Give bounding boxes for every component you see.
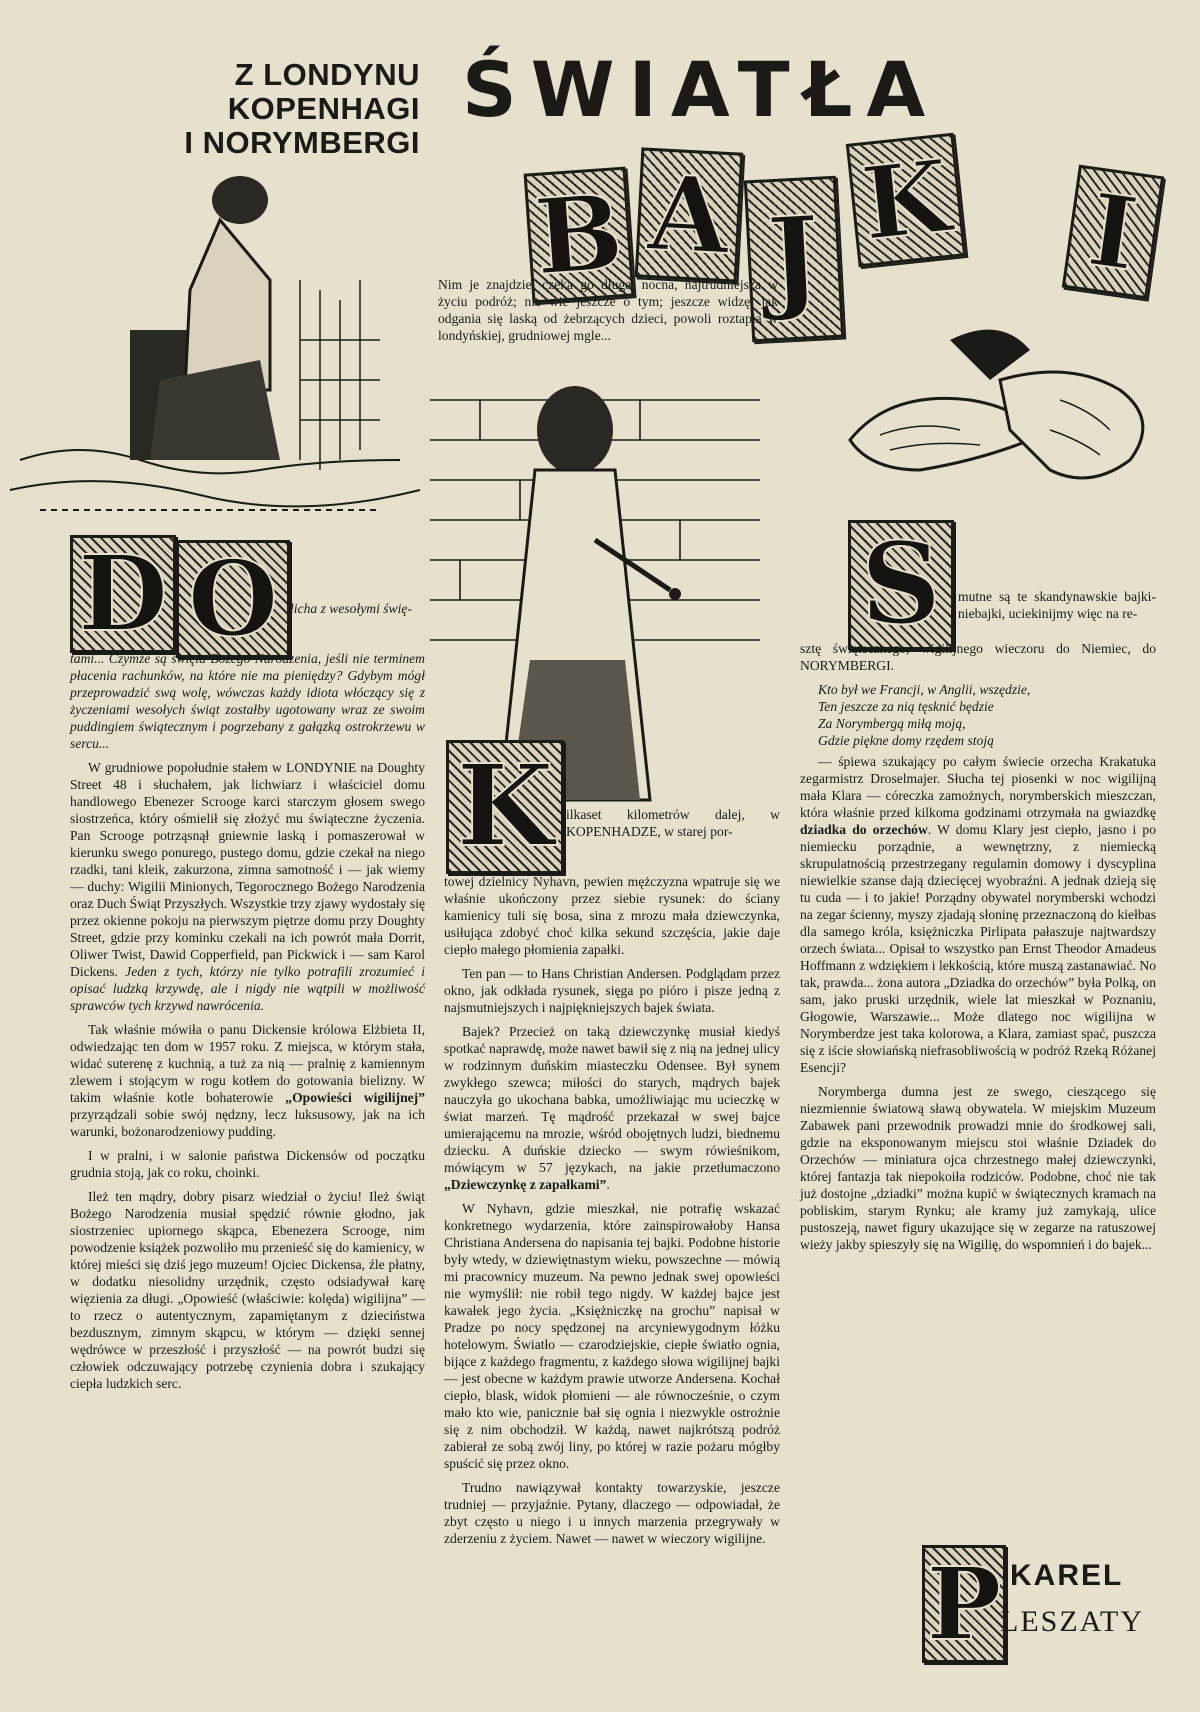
column-2 bbox=[444, 873, 780, 1554]
title-letter-i: I bbox=[1062, 165, 1164, 300]
title-letter-b: B bbox=[524, 167, 635, 304]
col2-lead-start: ilkaset kilometrów dalej, w KOPENHADZE, w starej por- bbox=[566, 807, 780, 839]
title-letter-j: J bbox=[744, 176, 844, 343]
col1-paragraph-1: W grudniowe popołudnie stałem w LONDYNIE na Doughty Street 48 i słuchałem, jak lichwiarz i właściciel domu handlowego Ebenezer Scrooge karci starczym głosem swego siostrzeńca, który ośmielił się złożyć mu świąteczne życzenia. Pan Scrooge potrząsnął gniewnie laską i pomaszerował w kierunku swego ponurego, pustego domu, gdzie czekał na niego rzadki, tani kleik, zakurzona, zimna samotność i — jak wiemy — duchy: Wigilii Minionych, Tegorocznego Bożego Narodzenia oraz Duch Świąt Przyszłych. Wszystkie trzy zjawy wydostały się przez okienne pokoju na pierwszym piętrze domu przy Doughty Street, gdzie przy kominku czekali na ich powrót mała Dorrit, Oliwer Twist, Dawid Copperfield, pan Pickwick i — sam Karol Dickens. Jeden z tych, którzy nie tylko potrafili zrozumieć i opisać ludzką krzywdę, ale i nigdy nie wątpili w możliwość sprawców tych krzywd nawrócenia. bbox=[70, 760, 425, 1013]
col3-paragraph-2: Norymberga dumna jest ze swego, cieszącego się niezmiennie światową sławą obywatela. W miejskim Muzeum Zabawek pani przewodnik prowadzi mnie do środkowej sali, gdzie na eksponowanym miejscu stoi właśnie Dziadek do Orzechów — miniatura ojca chrzestnego małej dziewczynki, której fantazja tak niepokoiła rodziców. Podobne, choć nie tak już dostojne „dziadki” można kupić w świątecznych kramach na pobliskim, starym Rynku; ale kramy już zamykają, ulice pustoszeją, nawet figury ukazujące się w zegarze na ratuszowej wieży jakby spieszyły się na Wigilię, do wspomnień i do bajek... bbox=[800, 1084, 1156, 1252]
title-letter-a: A bbox=[635, 147, 744, 282]
kicker bbox=[150, 58, 420, 160]
kicker-line-1: Z LONDYNU bbox=[234, 57, 420, 92]
column-1 bbox=[70, 650, 425, 1399]
kicker-line-3: I NORYMBERGI bbox=[184, 125, 420, 160]
col1-lead: tami... Czymże są święta Bożego Narodzenia, jeśli nie terminem płacenia rachunków, na które nie ma pieniędzy? Gdybym mógł przeprowadzić swą wolę, wówczas każdy idiota włóczący się z życzeniami wesołych świąt zostałby ugotowany wraz ze swoim puddingiem świątecznym i pogrzebany z gałązką ostrokrzewu w sercu... bbox=[70, 651, 425, 751]
col2-paragraph-2: Bajek? Przecież on taką dziewczynkę musiał kiedyś spotkać naprawdę, może nawet bawił się z nią na jednej ulicy w rodzinnym duńskim miasteczku Odensee. Był synem zwykłego szewca; miłości do starych, mądrych bajek nauczyła go ukochana babka, umożliwiając mu ucieczkę w świat marzeń. Tę mądrość przekazał w swej bajce umierającemu na mrozie, wśród obojętnych ludzi, biednemu dziecku. A duńskie dziecko — swym rówieśnikom, mówiącym w 57 językach, na jakie przetłumaczono „Dziewczynkę z zapałkami”. bbox=[444, 1024, 780, 1192]
column-3 bbox=[800, 640, 1156, 1260]
col1-lead-start: licha z wesołymi świę- bbox=[290, 601, 412, 616]
title-letter-k: K bbox=[846, 133, 966, 268]
col2-paragraph-3: W Nyhavn, gdzie mieszkał, nie potrafię wskazać konkretnego wydarzenia, które zainspirowałoby Hansa Christiana Andersena do napisania tej bajki. Podobne historie były wtedy, w dziewiętnastym wieku, powszechne — mówią mi pracownicy muzeum. Na pewno jednak swej opowieści nie wymyślił: nie robił tego nigdy. W każdej bajce jest kawałek jego życia. „Księżniczkę na grochu” napisał w Pradze po nocy spędzonej na arcyniewygodnym łóżku hotelowym. Światło — czarodziejskie, ciepłe światło ognia, bijące z każdego fragmentu, z każdego słowa wigilijnej bajki — jest obecne w każdym prawie utworze Andersena. Kochał ciepło, blask, widok płomieni — ale równocześnie, o czym mało kto wie, panicznie bał się ognia i niezwykle ostrożnie się z nim obchodził. W każdą, nawet najkrótszą podróż zabierał ze sobą zwój liny, po której w razie pożaru mógłby spuścić się przez okno. bbox=[444, 1201, 780, 1471]
scrooge-illustration bbox=[0, 160, 440, 540]
initial-s: S bbox=[848, 520, 954, 650]
byline-last-name: LESZATY bbox=[1000, 1605, 1144, 1638]
byline bbox=[922, 1545, 1154, 1663]
intro-caption: Nim je znajdzie, czeka go długa, nocna, najtrudniejsza w życiu podróż; nie wie jeszcze o tym; jeszcze widzę, jak odgania się laską od żebrzących dzieci, powoli roztapia w londyńskiej, grudniowej mgle... bbox=[438, 277, 778, 343]
col1-paragraph-4: Ileż ten mądry, dobry pisarz wiedział o życiu! Ileż świąt Bożego Narodzenia musiał spędzić równie głodno, jak siostrzeniec upiornego skąpca, Ebenezera Scrooge, nim powodzenie książek pozwoliło mu przenieść się do kamienicy, w której mieści się dziś jego muzeum! Ojciec Dickensa, źle płatny, w dodatku niesolidny urzędnik, często odsiadywał karę więzienia za długi. „Opowieść (właściwie: kolęda) wigilijna” — to rzecz o autentycznym, zapamiętanym z dzieciństwa bezdusznym, zimnym skąpcu, w którym — dzięki sennej wędrówce w przeszłość i przyszłość — na powrót budzi się człowiek odczuwający potrzebę czynienia dobra i szukający ciepła ludzkich serc. bbox=[70, 1189, 425, 1391]
poem: Kto był we Francji, w Anglii, wszędzie, Ten jeszcze za nią tęsknić będzie Za Norymbergą miłą moją, Gdzie piękne domy rzędem stoją bbox=[818, 682, 1031, 748]
col3-lead: sztę świątecznego, wigilijnego wieczoru do Niemiec, do NORYMBERGI. bbox=[800, 641, 1156, 673]
kicker-line-2: KOPENHAGI bbox=[227, 91, 420, 126]
col3-paragraph-1: — śpiewa szukający po całym świecie orzecha Krakatuka zegarmistrz Droselmajer. Słucha tej piosenki w noc wigilijną mała Klara — córeczka zamożnych, norymberskich mieszczan, która właśnie przed kilkoma godzinami otrzymała na gwiazdkę dziadka do orzechów. W domu Klary jest ciepło, jasno i po niemiecku porządnie, a wewnętrzny, z niemiecką skrupulatnością przestrzegany regulamin domowy i dyscyplina niewielkie szanse dają dziecięcej wyobraźni. A jednak dzieją się tu cuda — i to jakie! Porządny obywatel norymberski wchodzi na zegar ścienny, myszy zjadają słoninę przeznaczoną do kiełbas dla samego króla, księżniczka Pirlipata pałaszuje najtwardszy orzech świata... Opisał to wszystko pan Ernst Theodor Amadeus Hoffmann z wdziękiem i lekkością, które muszą zastanawiać. No tak, prawda... żona autora „Dziadka do orzechów” była Polką, on sam, jako pruski urzędnik, wiele lat mieszkał w Poznaniu, Głogowie, Warszawie... Może dlatego noc wigilijna w Norymberdze jest taka kolorowa, a Klara, zamiast spać, puszcza się z iście słowiańską niefrasobliwością w podróż Rzeką Różanej Esencji? bbox=[800, 754, 1156, 1075]
col2-paragraph-4: Trudno nawiązywał kontakty towarzyskie, jeszcze trudniej — przyjaźnie. Pytany, dlaczego — odpowiadał, że zbyt często u niego i u innych marzenia przegrywały w zderzeniu z życiem. Nawet — nawet w wieczory wigilijne. bbox=[444, 1480, 780, 1546]
col1-paragraph-3: I w pralni, i w salonie państwa Dickensów od początku grudnia stoją, jak co roku, choinki. bbox=[70, 1148, 425, 1180]
col1-paragraph-2: Tak właśnie mówiła o panu Dickensie królowa Elżbieta II, odwiedzając ten dom w 1957 roku. Z miejsca, w którym stała, widać suterenę z kuchnią, a tuż za nią — pralnię z kamiennym zlewem i stojącym w rogu kotłem do gotowania bielizny. W takim właśnie kotle bohaterowie „Opowieści wigilijnej” przyrządzali sobie swój nędzny, lecz luksusowy, jak na ich warunki, bożonarodzeniowy pudding. bbox=[70, 1022, 425, 1139]
headline: ŚWIATŁA bbox=[462, 45, 940, 134]
initial-o: O bbox=[176, 540, 290, 658]
col2-paragraph-1: Ten pan — to Hans Christian Andersen. Podglądam przez okno, jak odkłada rysunek, sięga po pióro i pisze jedną z najsmutniejszych i najpiękniejszych bajek świata. bbox=[444, 966, 780, 1015]
col3-lead-start: mutne są te skandynawskie bajki-niebajki, uciekinijmy więc na re- bbox=[958, 589, 1156, 621]
nutcracker-illustration bbox=[830, 320, 1180, 520]
initial-d: D bbox=[70, 535, 176, 653]
initial-p: P bbox=[922, 1545, 1006, 1663]
byline-first-name: KAREL bbox=[1010, 1559, 1124, 1592]
col2-lead: towej dzielnicy Nyhavn, pewien mężczyzna wpatruje się we właśnie ukończony przez siebie rysunek: do ściany kamienicy tuli się bosa, sina z mrozu mała dziewczynka, usiłująca zdobyć choć kilka sekund szczęścia, jakie daje ciepło małego płomienia zapałki. bbox=[444, 874, 780, 957]
initial-k: K bbox=[446, 740, 564, 874]
